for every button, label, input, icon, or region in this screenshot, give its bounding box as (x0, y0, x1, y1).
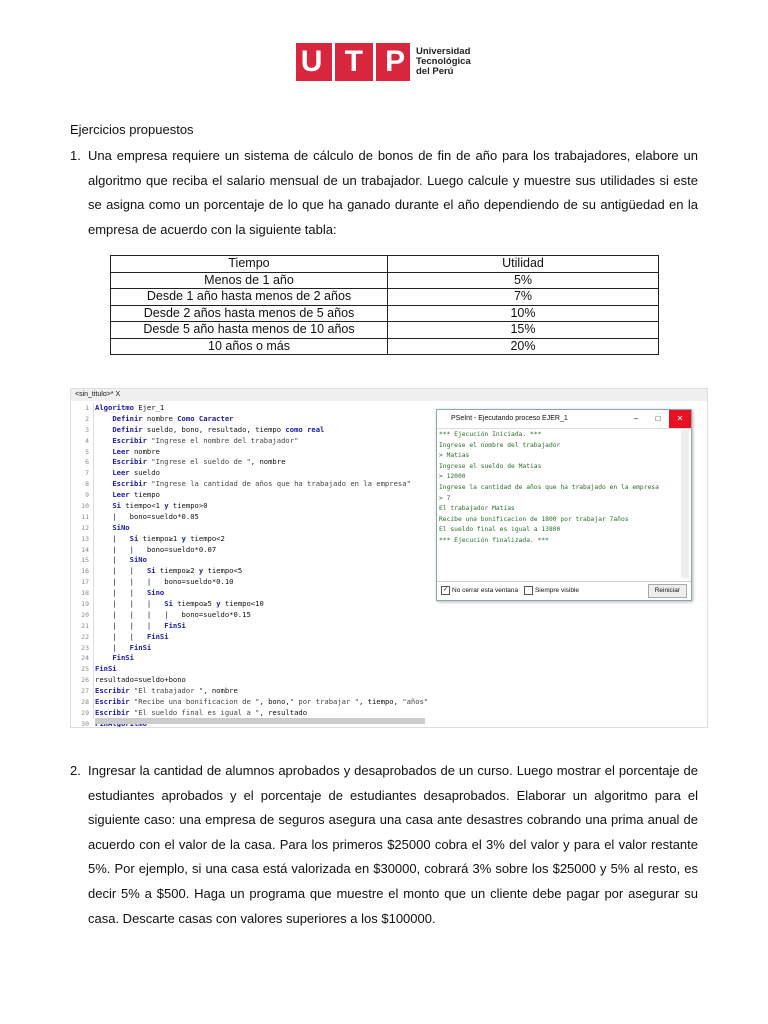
exercise-text: Una empresa requiere un sistema de cálculo de bonos de fin de año para los trabajadores, elabore un algoritmo que reciba el salario mensual de un trabajador. Luego calcule y muestre sus utilidades si este se asigna como un porcentaje de lo que ha ganado durante el año dependiendo de su antigüedad en la empresa de acuerdo con la siguiente tabla: (88, 148, 698, 237)
code-text: Definir sueldo, bono, resultado, tiempo como real (112, 424, 325, 434)
code-line (81, 675, 505, 686)
line-number: 2 (85, 414, 89, 423)
table-header: Tiempo (111, 256, 388, 273)
code-line (81, 664, 505, 675)
code-text: FinSi (95, 664, 117, 674)
table-row (111, 272, 659, 289)
code-text: Leer tiempo (112, 490, 160, 500)
table-cell: 10 años o más (111, 338, 388, 355)
code-text: | | FinSi (95, 631, 169, 641)
table-header-row (111, 256, 659, 273)
table-cell: Desde 5 año hasta menos de 10 años (111, 322, 388, 339)
table-row (111, 305, 659, 322)
window-titlebar (437, 410, 691, 429)
exercise-number: 1. (70, 148, 81, 163)
logo-separator (373, 43, 376, 81)
line-number: 11 (81, 512, 89, 521)
line-number: 28 (81, 698, 89, 707)
console-line: > 12000 (439, 473, 466, 481)
code-text: | bono=sueldo*0.05 (95, 511, 199, 521)
no-close-label: No cerrar esta ventana (452, 587, 519, 594)
minimize-icon[interactable]: – (633, 414, 639, 423)
line-number: 17 (81, 578, 89, 587)
horizontal-scrollbar[interactable] (95, 718, 425, 724)
code-text: | FinSi (95, 642, 152, 652)
console-output (439, 430, 679, 578)
code-text: Escribir "El sueldo final es igual a ", resultado (95, 707, 308, 717)
code-text: | | | Si tiempo≥5 y tiempo<10 (95, 599, 264, 609)
line-number: 16 (81, 567, 89, 576)
window-title: PSeInt - Ejecutando proceso EJER_1 (451, 415, 568, 422)
line-number: 6 (85, 458, 89, 467)
table-cell: Desde 1 año hasta menos de 2 años (111, 289, 388, 306)
table-header: Utilidad (388, 256, 659, 273)
console-line: Ingrese el nombre del trabajador (439, 441, 561, 449)
console-line: *** Ejecución finalizada. *** (439, 536, 549, 544)
code-text: | | | bono=sueldo*0.10 (95, 577, 234, 587)
console-line: El trabajador Matias (439, 505, 515, 513)
code-text: | | Si tiempo≥2 y tiempo<5 (95, 566, 243, 576)
table-cell: Desde 2 años hasta menos de 5 años (111, 305, 388, 322)
code-text: Escribir "Ingrese el sueldo de ", nombre (112, 457, 286, 467)
logo-letter: U (300, 45, 323, 78)
line-number: 8 (85, 480, 89, 489)
code-text: Si tiempo<1 y tiempo>0 (112, 501, 208, 511)
line-number: 14 (81, 545, 89, 554)
line-number: 10 (81, 502, 89, 511)
table-row (111, 338, 659, 355)
console-line: El sueldo final es igual a 13800 (439, 526, 561, 534)
code-text: Definir nombre Como Caracter (112, 413, 234, 423)
window-controls (625, 410, 691, 428)
line-number: 25 (81, 665, 89, 674)
exercise-1 (70, 144, 698, 242)
line-number: 7 (85, 469, 89, 478)
logo-line: del Perú (416, 66, 454, 77)
table-cell: 15% (388, 322, 659, 339)
line-number: 4 (85, 436, 89, 445)
no-close-checkbox[interactable]: ✓ (442, 586, 449, 593)
line-number: 20 (81, 610, 89, 619)
logo-line: Universidad (416, 46, 471, 57)
line-number: 19 (81, 600, 89, 609)
console-line: *** Ejecución Iniciada. *** (439, 431, 542, 438)
line-number: 12 (81, 523, 89, 532)
line-number: 29 (81, 708, 89, 717)
exercise-number: 2. (70, 763, 81, 778)
table-row (111, 289, 659, 306)
execution-window (436, 409, 692, 601)
code-text: Escribir "Ingrese la cantidad de años que ha trabajado en la empresa" (112, 479, 411, 489)
line-number: 18 (81, 589, 89, 598)
always-visible-checkbox[interactable] (524, 586, 533, 595)
logo-separator (332, 43, 335, 81)
exercise-2 (70, 759, 698, 931)
line-number: 24 (81, 654, 89, 663)
code-text: SiNo (112, 522, 130, 532)
table-cell: Menos de 1 año (111, 272, 388, 289)
logo-line: Tecnológica (416, 56, 471, 67)
close-icon[interactable]: ✕ (669, 410, 691, 428)
code-text: Escribir "Recibe una bonificacion de ", bono," por trabajar ", tiempo, "años" (95, 697, 429, 707)
code-line (81, 686, 505, 697)
utp-logo (296, 43, 471, 81)
line-number: 26 (81, 676, 89, 685)
code-text: Leer nombre (112, 446, 160, 456)
window-footer (437, 581, 691, 600)
exercise-text: Ingresar la cantidad de alumnos aprobados y desaprobados de un curso. Luego mostrar el porcentaje de estudiantes aprobados y el porcentaje de estudiantes desaprobados. Elaborar un algoritmo para el siguiente caso: una empresa de seguros asegura una casa ante desastres cobrando una prima anual de acuerdo con el valor de la casa. Para los primeros $25000 cobra el 3% del valor y para el valor restante 5%. Por ejemplo, si una casa está valorizada en $30000, cobrará 3% sobre los $25000 y 5% al resto, es decir 5% a $500. Haga un programa que muestre el monto que un cliente debe pagar por asegurar su casa. Descarte casas con valores superiores a los $100000. (88, 763, 698, 926)
table-row (111, 322, 659, 339)
code-text: Escribir "Ingrese el nombre del trabajador" (112, 435, 299, 445)
code-line (81, 697, 505, 708)
line-number: 13 (81, 534, 89, 543)
table-cell: 7% (388, 289, 659, 306)
editor-tab-label: <sin_titulo>* X (75, 391, 121, 398)
code-text: Algoritmo Ejer_1 (95, 403, 165, 412)
maximize-icon[interactable]: □ (655, 414, 661, 423)
console-line: > 7 (439, 494, 451, 502)
line-number: 5 (85, 447, 89, 456)
code-line (81, 609, 505, 621)
console-line: > Matias (439, 452, 470, 460)
utility-table (110, 255, 659, 355)
section-heading: Ejercicios propuestos (70, 122, 194, 137)
always-visible-label: Siempre visible (534, 587, 580, 594)
line-number: 30 (81, 719, 89, 728)
code-line (81, 642, 505, 654)
code-line (81, 631, 505, 643)
line-number: 23 (81, 643, 89, 652)
code-text: | Si tiempo≥1 y tiempo<2 (95, 533, 225, 543)
restart-button[interactable]: Reiniciar (648, 584, 687, 598)
pseint-screenshot (70, 388, 708, 728)
logo-letter: P (385, 45, 406, 78)
console-line: Recibe una bonificacion de 1800 por trabajar 7años (439, 515, 629, 523)
line-number: 27 (81, 687, 89, 696)
table-cell: 5% (388, 272, 659, 289)
code-text: resultado=sueldo+bono (95, 675, 186, 685)
editor-tab[interactable] (71, 389, 707, 401)
logo-box (296, 43, 410, 81)
code-text: | | Sino (95, 588, 165, 598)
code-text: | SiNo (95, 555, 147, 565)
vertical-scrollbar[interactable] (681, 430, 689, 578)
console-line: Ingrese el sueldo de Matias (439, 462, 542, 470)
code-text: Leer sueldo (112, 468, 160, 478)
logo-text (416, 47, 471, 77)
line-number: 22 (81, 632, 89, 641)
line-number: 21 (81, 621, 89, 630)
logo-letter: T (344, 45, 363, 78)
console-line: Ingrese la cantidad de años que ha trabajado en la empresa (439, 483, 659, 491)
code-line (81, 620, 505, 632)
line-number: 9 (85, 491, 89, 500)
table-cell: 20% (388, 338, 659, 355)
code-text: | | bono=sueldo*0.07 (95, 544, 217, 554)
code-line (81, 653, 505, 664)
code-text: Escribir "El trabajador ", nombre (95, 686, 238, 696)
code-text: | | | | bono=sueldo*0.15 (95, 609, 251, 619)
code-text: | | | FinSi (95, 620, 186, 630)
table-cell: 10% (388, 305, 659, 322)
line-number: 3 (85, 425, 89, 434)
line-number: 15 (81, 556, 89, 565)
code-text: FinSi (112, 653, 134, 663)
line-number: 1 (85, 404, 89, 412)
